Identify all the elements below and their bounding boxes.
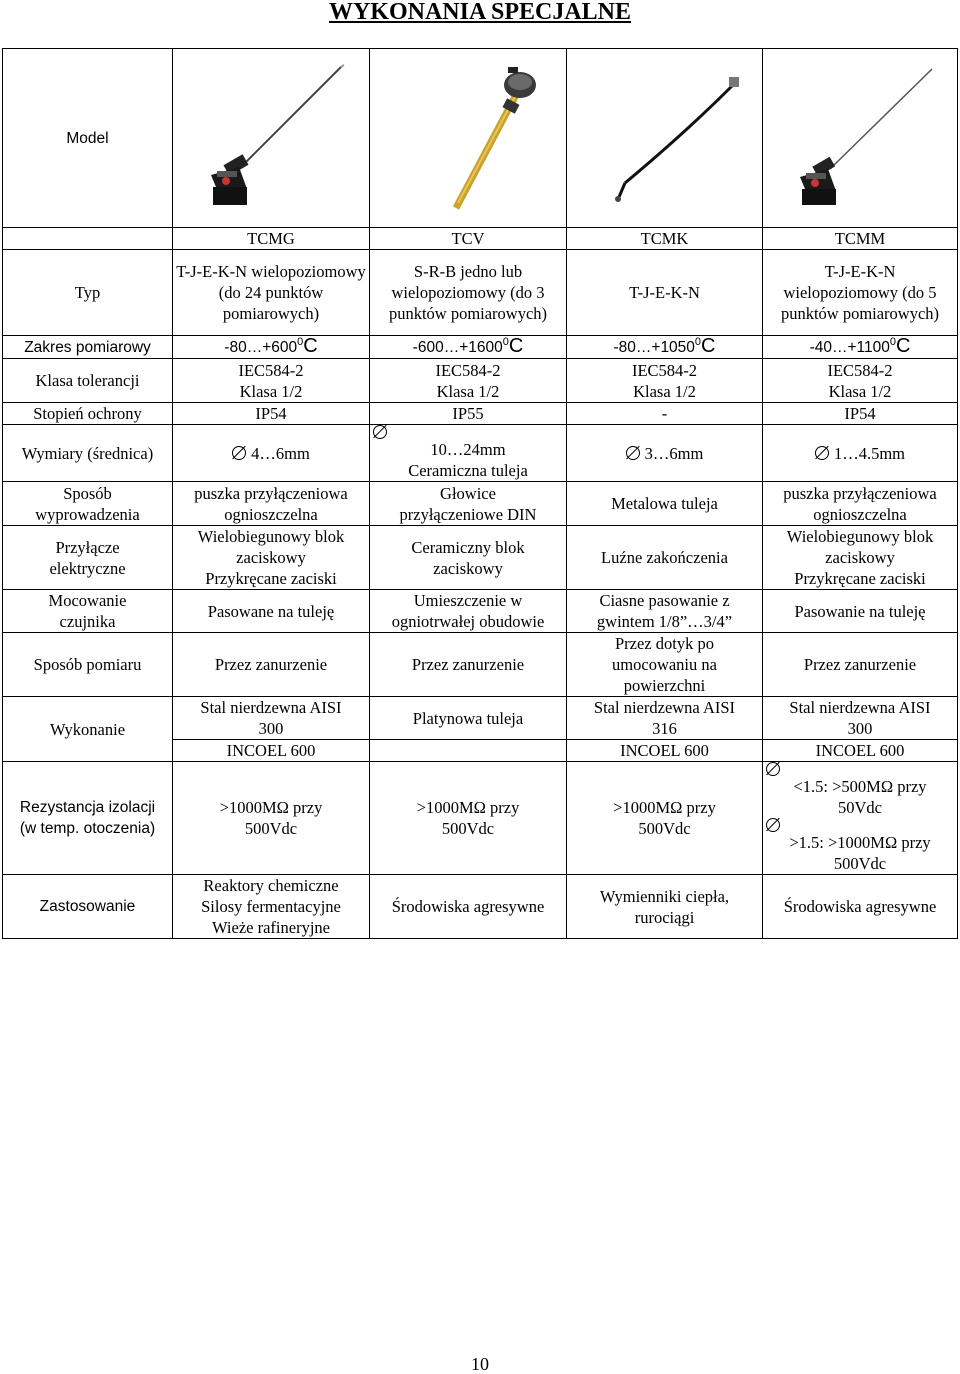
diameter-icon: [373, 425, 387, 439]
page-number: 10: [471, 1354, 489, 1374]
name-tcmm: TCMM: [763, 228, 958, 250]
wykonanie-label: Wykonanie: [3, 697, 173, 762]
wykonanie-tcmg-incoel: INCOEL 600: [173, 740, 370, 762]
typ-tcv: S-R-B jedno lub wielopoziomowy (do 3 punktów pomiarowych): [370, 250, 567, 336]
przylacze-label: Przyłącze elektryczne: [3, 526, 173, 590]
klasa-tcmm: IEC584-2 Klasa 1/2: [763, 359, 958, 403]
pomiaru-tcmg: Przez zanurzenie: [173, 633, 370, 697]
mocowanie-tcv: Umieszczenie w ogniotrwałej obudowie: [370, 590, 567, 633]
zakres-tcv: $-600\dots+1600^0C$: [370, 336, 567, 359]
tcmk-sensor-image: [585, 63, 745, 213]
page-title: WYKONANIA SPECJALNE: [328, 0, 632, 25]
wyprowadzenia-tcv: Głowice przyłączeniowe DIN: [370, 482, 567, 526]
przylacze-tcmg: Wielobiegunowy blok zaciskowy Przykręcane zaciski: [173, 526, 370, 590]
row-wymiary: [3, 425, 958, 482]
tcv-photo-cell: [370, 49, 567, 228]
zakres-tcmg: $-80\dots+600^0C$: [173, 336, 370, 359]
diameter-icon: [766, 818, 780, 832]
wykonanie-tcv: Platynowa tuleja: [370, 697, 567, 740]
wykonanie-tcmk-incoel: INCOEL 600: [567, 740, 763, 762]
row-wykonanie: [3, 697, 958, 740]
rezystancja-tcmk: >1000MΩ przy 500Vdc: [567, 762, 763, 875]
klasa-tcv: IEC584-2 Klasa 1/2: [370, 359, 567, 403]
przylacze-tcmm: Wielobiegunowy blok zaciskowy Przykręcane zaciski: [763, 526, 958, 590]
wymiary-tcmm: 1…4.5mm: [763, 425, 958, 482]
zastosowanie-tcv: Środowiska agresywne: [370, 875, 567, 939]
przylacze-tcmk: Luźne zakończenia: [567, 526, 763, 590]
row-rezystancja: [3, 762, 958, 875]
tcmk-photo-cell: [567, 49, 763, 228]
row-names: [3, 228, 958, 250]
wyprowadzenia-tcmm: puszka przyłączeniowa ognioszczelna: [763, 482, 958, 526]
pomiaru-tcmk: Przez dotyk po umocowaniu na powierzchni: [567, 633, 763, 697]
row-zakres: [3, 336, 958, 359]
zastosowanie-label: Zastosowanie: [3, 875, 173, 939]
klasa-tcmg: IEC584-2 Klasa 1/2: [173, 359, 370, 403]
tcv-sensor-image: [388, 63, 548, 213]
wymiary-tcv: 10…24mm Ceramiczna tuleja: [370, 425, 567, 482]
diameter-icon: [766, 762, 780, 776]
name-tcmk: TCMK: [567, 228, 763, 250]
klasa-label: Klasa tolerancji: [3, 359, 173, 403]
wyprowadzenia-tcmk: Metalowa tuleja: [567, 482, 763, 526]
wykonanie-tcmg: Stal nierdzewna AISI 300: [173, 697, 370, 740]
row-przylacze: [3, 526, 958, 590]
typ-tcmm: T-J-E-K-N wielopoziomowy (do 5 punktów pomiarowych): [763, 250, 958, 336]
wymiary-label: Wymiary (średnica): [3, 425, 173, 482]
mocowanie-tcmk: Ciasne pasowanie z gwintem 1/8”…3/4”: [567, 590, 763, 633]
klasa-tcmk: IEC584-2 Klasa 1/2: [567, 359, 763, 403]
row-mocowanie: [3, 590, 958, 633]
zakres-tcmk: $-80\dots+1050^0C$: [567, 336, 763, 359]
zastosowanie-tcmm: Środowiska agresywne: [763, 875, 958, 939]
tcmm-photo-cell: [763, 49, 958, 228]
wykonanie-tcmk: Stal nierdzewna AISI 316: [567, 697, 763, 740]
wymiary-tcmk: 3…6mm: [567, 425, 763, 482]
pomiaru-tcmm: Przez zanurzenie: [763, 633, 958, 697]
mocowanie-tcmm: Pasowanie na tuleję: [763, 590, 958, 633]
stopien-tcmm: IP54: [763, 403, 958, 425]
tcmg-photo-cell: [173, 49, 370, 228]
wykonanie-tcmm: Stal nierdzewna AISI 300: [763, 697, 958, 740]
wykonanie-tcv-blank: [370, 740, 567, 762]
row-sposob-wyprowadzenia: [3, 482, 958, 526]
zakres-label: Zakres pomiarowy: [3, 336, 173, 359]
row-model: [3, 49, 958, 228]
diameter-icon: [626, 446, 640, 460]
rezystancja-tcv: >1000MΩ przy 500Vdc: [370, 762, 567, 875]
row-sposob-pomiaru: [3, 633, 958, 697]
zakres-tcmm: $-40\dots+1100^0C$: [763, 336, 958, 359]
typ-label: Typ: [3, 250, 173, 336]
wyprowadzenia-tcmg: puszka przyłączeniowa ognioszczelna: [173, 482, 370, 526]
names-blank: [3, 228, 173, 250]
tcmm-sensor-image: [780, 63, 940, 213]
spec-table: [2, 48, 958, 939]
name-tcv: TCV: [370, 228, 567, 250]
typ-tcmg: T-J-E-K-N wielopoziomowy (do 24 punktów pomiarowych): [173, 250, 370, 336]
rezystancja-tcmg: >1000MΩ przy 500Vdc: [173, 762, 370, 875]
stopien-tcmk: -: [567, 403, 763, 425]
typ-tcmk: T-J-E-K-N: [567, 250, 763, 336]
zastosowanie-tcmk: Wymienniki ciepła, rurociągi: [567, 875, 763, 939]
rezystancja-tcmm: <1.5: >500MΩ przy 50Vdc >1.5: >1000MΩ przy 500Vdc: [763, 762, 958, 875]
stopien-tcmg: IP54: [173, 403, 370, 425]
pomiaru-label: Sposób pomiaru: [3, 633, 173, 697]
diameter-icon: [232, 446, 246, 460]
row-stopien: [3, 403, 958, 425]
stopien-label: Stopień ochrony: [3, 403, 173, 425]
wykonanie-tcmm-incoel: INCOEL 600: [763, 740, 958, 762]
pomiaru-tcv: Przez zanurzenie: [370, 633, 567, 697]
diameter-icon: [815, 446, 829, 460]
mocowanie-tcmg: Pasowane na tuleję: [173, 590, 370, 633]
wymiary-tcmg: 4…6mm: [173, 425, 370, 482]
row-klasa: [3, 359, 958, 403]
row-typ: [3, 250, 958, 336]
row-zastosowanie: [3, 875, 958, 939]
zastosowanie-tcmg: Reaktory chemiczne Silosy fermentacyjne Wieże rafineryjne: [173, 875, 370, 939]
model-label: Model: [3, 49, 173, 228]
name-tcmg: TCMG: [173, 228, 370, 250]
mocowanie-label: Mocowanie czujnika: [3, 590, 173, 633]
przylacze-tcv: Ceramiczny blok zaciskowy: [370, 526, 567, 590]
tcmg-sensor-image: [191, 63, 351, 213]
wyprowadzenia-label: Sposób wyprowadzenia: [3, 482, 173, 526]
stopien-tcv: IP55: [370, 403, 567, 425]
rezystancja-label: Rezystancja izolacji (w temp. otoczenia): [3, 762, 173, 875]
